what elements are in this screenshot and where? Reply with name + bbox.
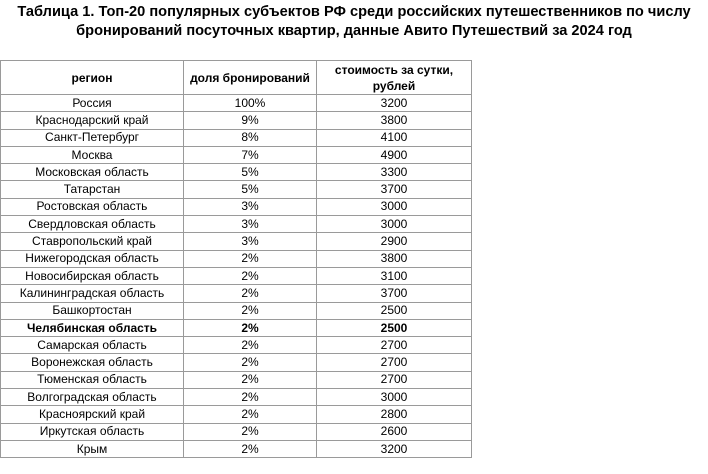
cell-region: Санкт-Петербург: [1, 129, 184, 146]
cell-region: Крым: [1, 440, 184, 457]
cell-region: Ставропольский край: [1, 233, 184, 250]
cell-region: Краснодарский край: [1, 112, 184, 129]
cell-region: Челябинская область: [1, 319, 184, 336]
cell-share: 2%: [184, 285, 317, 302]
cell-share: 3%: [184, 216, 317, 233]
table-row: [1, 164, 472, 181]
table-caption: [0, 3, 708, 41]
table-row: [1, 423, 472, 440]
cell-region: Тюменская область: [1, 371, 184, 388]
cell-cost: 3800: [317, 250, 472, 267]
cell-cost: 3000: [317, 198, 472, 215]
cell-share: 7%: [184, 146, 317, 163]
cell-share: 2%: [184, 337, 317, 354]
cell-share: 2%: [184, 389, 317, 406]
caption-line-1: Таблица 1. Топ-20 популярных субъектов РФ среди российских путешественников по числу: [17, 4, 691, 20]
cell-share: 3%: [184, 233, 317, 250]
table-row: [1, 112, 472, 129]
table-row: [1, 337, 472, 354]
cell-share: 9%: [184, 112, 317, 129]
cell-cost: 3200: [317, 95, 472, 112]
cell-cost: 3800: [317, 112, 472, 129]
cell-cost: 2700: [317, 371, 472, 388]
table-row: [1, 129, 472, 146]
cell-region: Волгоградская область: [1, 389, 184, 406]
table-row: [1, 302, 472, 319]
cell-region: Москва: [1, 146, 184, 163]
cell-cost: 2900: [317, 233, 472, 250]
table-header-row: [1, 61, 472, 95]
cell-cost: 2500: [317, 302, 472, 319]
cell-cost: 2700: [317, 354, 472, 371]
cell-share: 5%: [184, 181, 317, 198]
cell-region: Нижегородская область: [1, 250, 184, 267]
cell-share: 100%: [184, 95, 317, 112]
table-row: [1, 233, 472, 250]
caption-line-2: бронирований посуточных квартир, данные Авито Путешествий за 2024 год: [76, 23, 632, 39]
cell-cost: 3000: [317, 216, 472, 233]
table-row: [1, 371, 472, 388]
cell-share: 8%: [184, 129, 317, 146]
table-row: [1, 389, 472, 406]
cell-region: Татарстан: [1, 181, 184, 198]
table-row: [1, 250, 472, 267]
cell-cost: 3000: [317, 389, 472, 406]
cell-region: Красноярский край: [1, 406, 184, 423]
cell-cost: 2600: [317, 423, 472, 440]
table-row: [1, 354, 472, 371]
cell-share: 2%: [184, 319, 317, 336]
cell-region: Самарская область: [1, 337, 184, 354]
cell-share: 2%: [184, 440, 317, 457]
column-header-share: доля бронирований: [184, 61, 317, 95]
cell-region: Иркутская область: [1, 423, 184, 440]
table-row: [1, 198, 472, 215]
cell-cost: 3700: [317, 285, 472, 302]
table-row: [1, 406, 472, 423]
cell-region: Россия: [1, 95, 184, 112]
cell-cost: 2700: [317, 337, 472, 354]
cell-share: 2%: [184, 371, 317, 388]
cell-share: 2%: [184, 302, 317, 319]
cell-region: Свердловская область: [1, 216, 184, 233]
cell-region: Башкортостан: [1, 302, 184, 319]
cell-cost: 3700: [317, 181, 472, 198]
table-row: [1, 146, 472, 163]
table-row: [1, 216, 472, 233]
cell-cost: 2800: [317, 406, 472, 423]
table-row: [1, 285, 472, 302]
cell-region: Калининградская область: [1, 285, 184, 302]
cell-cost: 3100: [317, 267, 472, 284]
table-body: [1, 95, 472, 458]
column-header-cost: [317, 61, 472, 95]
cell-cost: 4900: [317, 146, 472, 163]
column-header-cost-line-1: стоимость за сутки,: [334, 62, 454, 77]
cell-share: 2%: [184, 354, 317, 371]
cell-cost: 4100: [317, 129, 472, 146]
column-header-region: регион: [1, 61, 184, 95]
cell-region: Воронежская область: [1, 354, 184, 371]
cell-region: Новосибирская область: [1, 267, 184, 284]
cell-share: 2%: [184, 423, 317, 440]
table-row: [1, 95, 472, 112]
cell-share: 3%: [184, 198, 317, 215]
cell-region: Московская область: [1, 164, 184, 181]
column-header-cost-line-2: рублей: [372, 78, 416, 93]
table-row: [1, 440, 472, 457]
cell-cost: 2500: [317, 319, 472, 336]
bookings-table: [0, 60, 472, 458]
cell-share: 2%: [184, 406, 317, 423]
table-row: [1, 181, 472, 198]
cell-region: Ростовская область: [1, 198, 184, 215]
cell-cost: 3200: [317, 440, 472, 457]
table-row: [1, 267, 472, 284]
table-row: [1, 319, 472, 336]
cell-share: 2%: [184, 267, 317, 284]
cell-share: 2%: [184, 250, 317, 267]
cell-cost: 3300: [317, 164, 472, 181]
cell-share: 5%: [184, 164, 317, 181]
